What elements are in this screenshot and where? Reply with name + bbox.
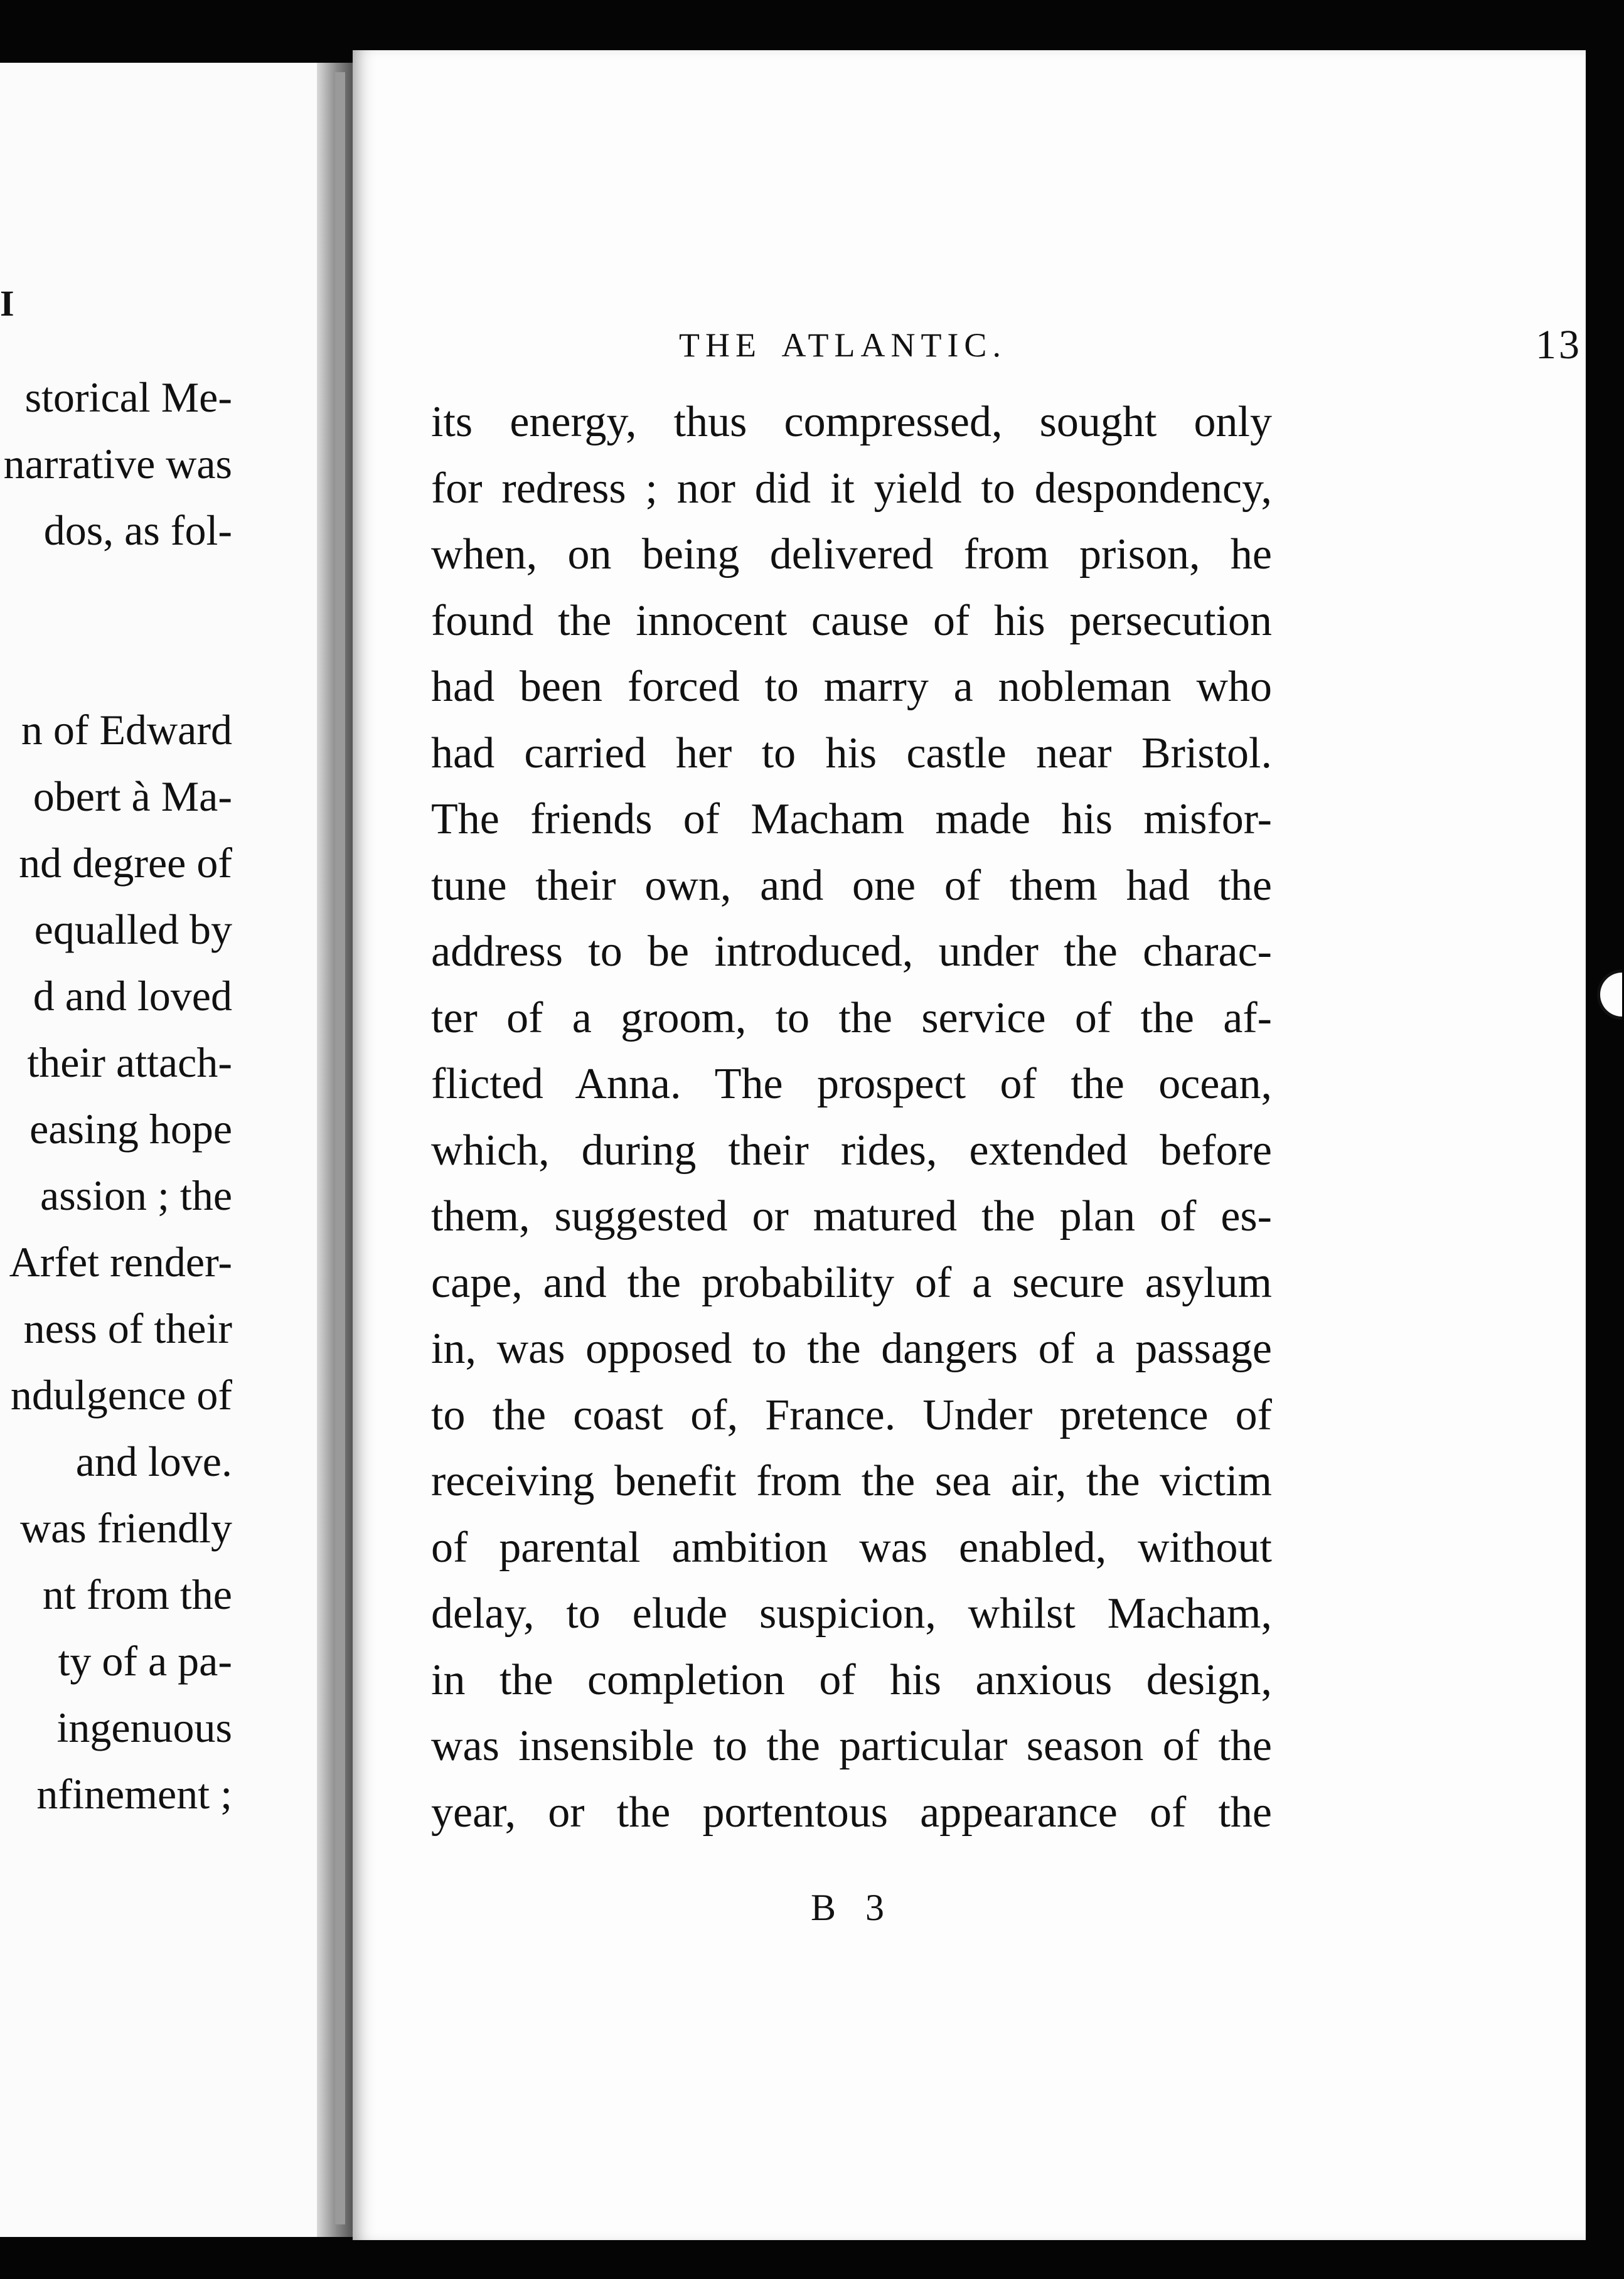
text-line: storical Me-	[24, 373, 232, 421]
text-line: address to be introduced, under the charac-	[431, 927, 1272, 976]
text-line: of parental ambition was enabled, without	[431, 1523, 1272, 1572]
page-right	[353, 50, 1586, 2240]
text-line: narrative was	[3, 440, 232, 488]
page-number: 13	[1536, 322, 1582, 368]
page-edge-mark	[1597, 969, 1622, 1020]
text-line: ness of their	[23, 1305, 232, 1352]
text-line: dos, as fol-	[43, 506, 232, 554]
text-line: nt from the	[42, 1571, 232, 1618]
running-head	[679, 311, 1624, 380]
text-line: found the innocent cause of his persecution	[431, 596, 1272, 645]
text-line: in the completion of his anxious design,	[431, 1655, 1272, 1704]
text-line: The friends of Macham made his misfor-	[431, 795, 1272, 843]
text-line: them, suggested or matured the plan of es-	[431, 1192, 1272, 1241]
text-line: had been forced to marry a nobleman who	[431, 663, 1272, 711]
text-line: cape, and the probability of a secure asylum	[431, 1258, 1272, 1307]
text-line: easing hope	[29, 1105, 232, 1153]
text-line: when, on being delivered from prison, he	[431, 530, 1272, 579]
text-line: receiving benefit from the sea air, the victim	[431, 1457, 1272, 1505]
text-line: was insensible to the particular season of the	[431, 1722, 1272, 1770]
text-line: for redress ; nor did it yield to despondency,	[431, 464, 1272, 513]
text-line: ingenuous	[56, 1704, 232, 1751]
text-line: in, was opposed to the dangers of a passage	[431, 1325, 1272, 1373]
text-line: year, or the portentous appearance of the	[431, 1788, 1272, 1837]
text-line: was friendly	[19, 1504, 232, 1552]
text-line: and love.	[75, 1438, 232, 1485]
text-line: flicted Anna. The prospect of the ocean,	[431, 1060, 1272, 1108]
text-line: its energy, thus compressed, sought only	[431, 398, 1272, 446]
text-line: obert à Ma-	[33, 772, 232, 820]
left-page-text	[0, 364, 232, 1827]
left-page-header: I	[0, 283, 18, 324]
text-line: ty of a pa-	[58, 1637, 232, 1685]
text-line: delay, to elude suspicion, whilst Macham,	[431, 1589, 1272, 1638]
text-line: Arfet render-	[9, 1238, 232, 1286]
page-spine	[335, 72, 345, 2224]
text-line: had carried her to his castle near Bristol.	[431, 729, 1272, 777]
text-line: to the coast of, France. Under pretence of	[431, 1390, 1272, 1439]
text-line: their attach-	[27, 1038, 232, 1086]
facing-page-left	[0, 63, 339, 2237]
text-line: which, during their rides, extended before	[431, 1126, 1272, 1175]
running-title: THE ATLANTIC.	[679, 326, 1007, 364]
text-line: d and loved	[33, 972, 232, 1020]
text-line: nfinement ;	[36, 1770, 232, 1818]
body-text	[431, 389, 1272, 1845]
text-line: ndulgence of	[10, 1371, 232, 1419]
text-line: assion ; the	[40, 1172, 232, 1219]
text-line: tune their own, and one of them had the	[431, 861, 1272, 910]
signature-mark: B 3	[811, 1887, 895, 1928]
text-line: n of Edward	[21, 706, 232, 754]
text-line	[0, 563, 232, 630]
text-line: nd degree of	[19, 839, 232, 887]
text-line	[0, 630, 232, 697]
text-line: equalled by	[34, 905, 232, 953]
text-line: ter of a groom, to the service of the af-	[431, 993, 1272, 1042]
